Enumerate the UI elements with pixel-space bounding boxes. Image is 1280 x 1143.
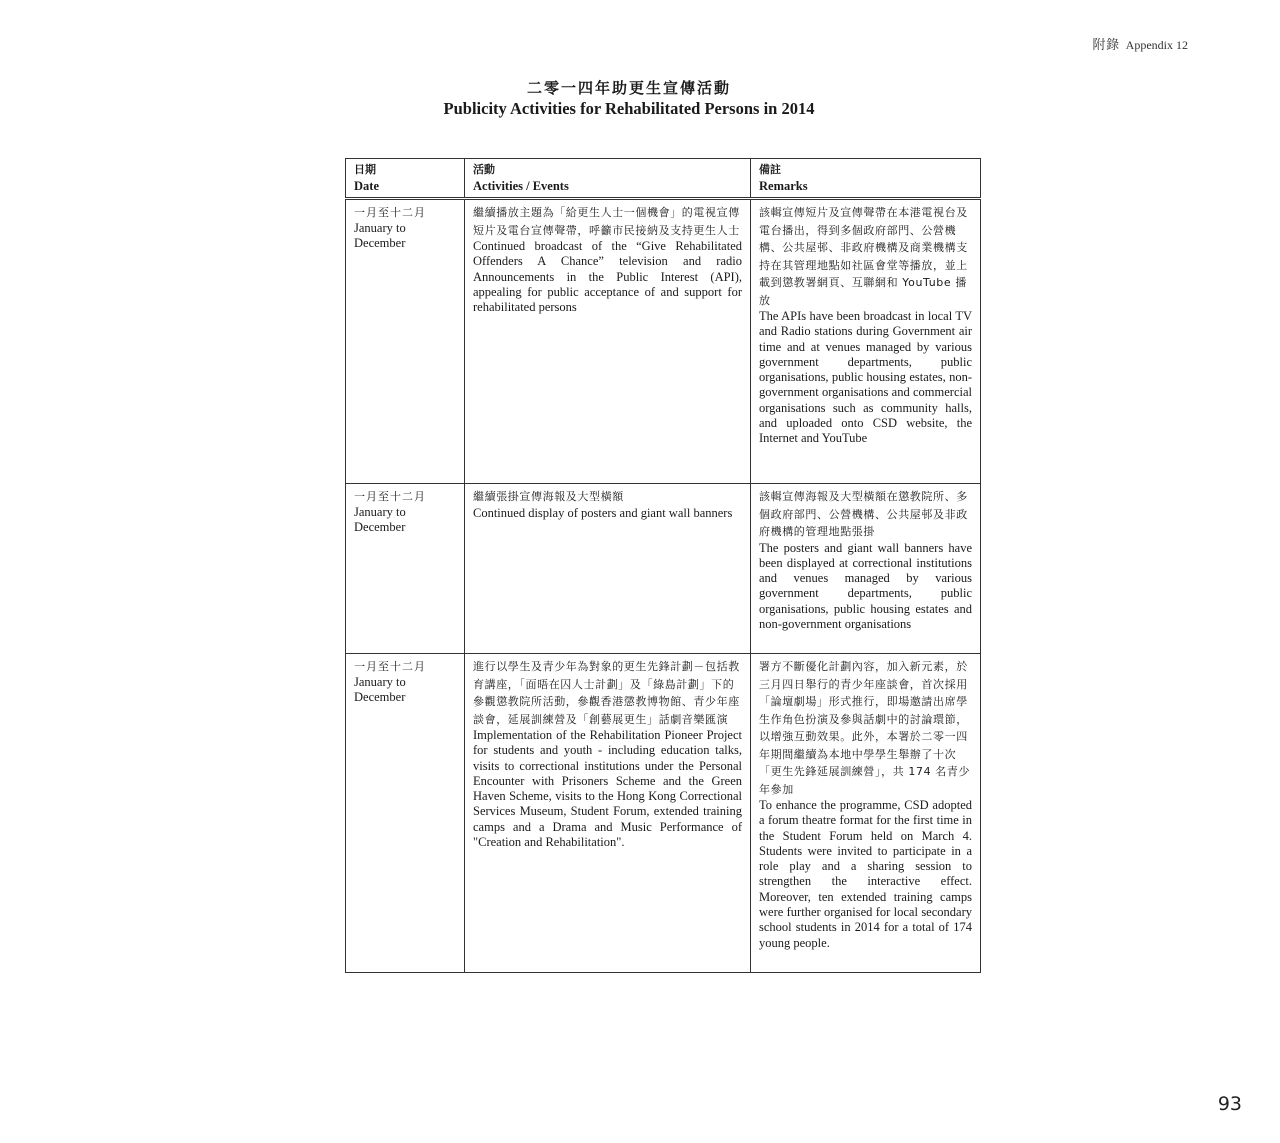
header-date-zh: 日期 [354, 163, 376, 176]
remarks-zh: 該輯宣傳短片及宣傳聲帶在本港電視台及電台播出，得到多個政府部門、公營機構、公共屋邨、非政府機構及商業機構支持在其管理地點如社區會堂等播放，並上載到懲教署網頁、互聯網和 YouTube 播放 [759, 206, 968, 307]
remarks-en: To enhance the programme, CSD adopted a forum theatre format for the first time in the Student Forum held on March 4. Students were invited to participate in a role play and a sharing session to strengthen the interactive effect. Moreover, ten extended training camps were further organised for local secondary school students in 2014 for a total of 174 young people. [759, 798, 972, 950]
title-en: Publicity Activities for Rehabilitated Persons in 2014 [443, 99, 815, 118]
header-activities [465, 159, 751, 199]
page-title [345, 78, 913, 120]
activity-cell [465, 484, 751, 654]
header-activities-zh: 活動 [473, 163, 495, 176]
activities-table [345, 158, 981, 973]
date-cell [346, 484, 465, 654]
header-remarks-en: Remarks [759, 179, 808, 193]
appendix-label-zh: 附錄 [1092, 38, 1120, 53]
activity-zh: 繼續播放主題為「給更生人士一個機會」的電視宣傳短片及電台宣傳聲帶，呼籲市民接納及支持更生人士 [473, 206, 740, 237]
header-remarks-zh: 備註 [759, 163, 781, 176]
date-en: January to December [354, 505, 406, 535]
appendix-label-en: Appendix 12 [1125, 38, 1188, 52]
remarks-cell [751, 654, 981, 973]
table-header-row [346, 159, 981, 199]
header-remarks [751, 159, 981, 199]
date-en: January to December [354, 221, 406, 251]
header-date [346, 159, 465, 199]
appendix-label [1060, 37, 1188, 55]
remarks-zh: 該輯宣傳海報及大型橫額在懲教院所、多個政府部門、公營機構、公共屋邨及非政府機構的管理地點張掛 [759, 490, 968, 538]
activity-zh: 進行以學生及青少年為對象的更生先鋒計劃－包括教育講座，「面晤在囚人士計劃」及「綠島計劃」下的參觀懲教院所活動，參觀香港懲教博物館、青少年座談會，延展訓練營及「創藝展更生」話劇音樂匯演 [473, 660, 740, 726]
page-number: 93 [1217, 1093, 1242, 1115]
remarks-en: The posters and giant wall banners have been displayed at correctional institutions and venues managed by various government departments, public organisations, public housing estates and non-government organisations [759, 540, 972, 631]
date-zh: 一月至十二月 [354, 660, 426, 673]
date-zh: 一月至十二月 [354, 490, 426, 503]
remarks-cell [751, 199, 981, 484]
activity-en: Continued broadcast of the “Give Rehabilitated Offenders A Chance” television and radio Announcements in the Public Interest (API), appealing for public acceptance of and support for rehabilitated persons [473, 239, 742, 315]
activity-en: Implementation of the Rehabilitation Pioneer Project for students and youth - including education talks, visits to correctional institutions under the Personal Encounter with Prisoners Scheme and the Green Haven Scheme, visits to the Hong Kong Correctional Services Museum, Student Forum, extended training camps and a Drama and Music Performance of "Creation and Rehabilitation". [473, 728, 742, 850]
date-en: January to December [354, 675, 406, 705]
table-row [346, 654, 981, 973]
header-date-en: Date [354, 179, 379, 193]
table-row [346, 484, 981, 654]
header-activities-en: Activities / Events [473, 179, 569, 193]
remarks-cell [751, 484, 981, 654]
table-row [346, 199, 981, 484]
date-cell [346, 199, 465, 484]
remarks-en: The APIs have been broadcast in local TV and Radio stations during Government air time and at venues managed by various government departments, public organisations, public housing estates, non-government organisations and commercial organisations such as community halls, and uploaded onto CSD website, the Internet and YouTube [759, 309, 972, 446]
date-cell [346, 654, 465, 973]
activity-cell [465, 199, 751, 484]
date-zh: 一月至十二月 [354, 206, 426, 219]
activity-en: Continued display of posters and giant wall banners [473, 505, 733, 520]
title-zh: 二零一四年助更生宣傳活動 [526, 79, 731, 97]
activity-zh: 繼續張掛宣傳海報及大型橫額 [473, 490, 624, 503]
remarks-zh: 署方不斷優化計劃內容，加入新元素，於三月四日舉行的青少年座談會，首次採用「論壇劇場」形式推行，即場邀請出席學生作角色扮演及參與話劇中的討論環節，以增強互動效果。此外，本署於二零一四年期間繼續為本地中學學生舉辦了十次「更生先鋒延展訓練營」，共 174 名青少年參加 [759, 660, 971, 796]
activity-cell [465, 654, 751, 973]
